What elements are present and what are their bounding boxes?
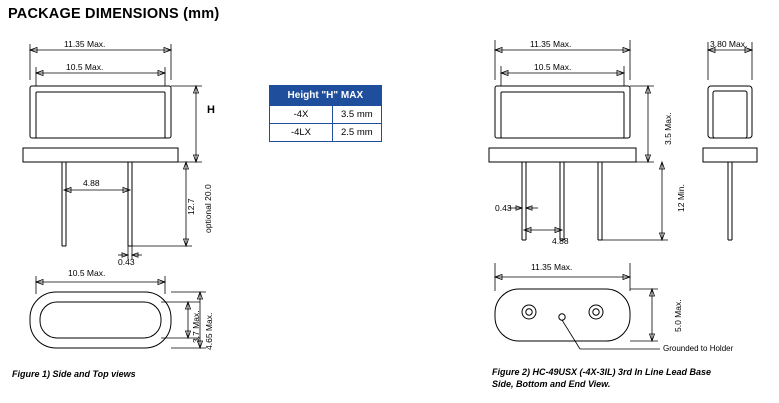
fig1-top-dim-inner-depth: 3.7 Max. xyxy=(191,310,201,343)
figure1-side-view-drawing xyxy=(0,18,270,278)
fig1-dim-lead-optional: optional 20.0 xyxy=(203,184,213,233)
fig1-dim-outer-width: 11.35 Max. xyxy=(64,39,106,49)
fig1-top-dim-outer-depth: 4.65 Max. xyxy=(204,312,214,350)
figure1-caption: Figure 1) Side and Top views xyxy=(12,369,136,379)
fig2-grounded-note: Grounded to Holder xyxy=(663,344,734,353)
fig2-dim-lead-width: 0.43 xyxy=(495,203,512,213)
height-table-header: Height "H" MAX xyxy=(270,86,382,106)
fig2-bottom-dim-height: 5.0 Max. xyxy=(673,299,683,332)
page-title: PACKAGE DIMENSIONS (mm) xyxy=(8,6,220,22)
table-cell-variant: -4LX xyxy=(270,124,333,142)
fig1-dim-height-H: H xyxy=(207,104,215,116)
table-row xyxy=(270,106,382,124)
fig2-dim-height: 3.5 Max. xyxy=(663,112,673,145)
table-cell-height: 3.5 mm xyxy=(333,106,382,124)
fig2-dim-outer-width: 11.35 Max. xyxy=(530,39,572,49)
fig2-bottom-dim-width: 11.35 Max. xyxy=(531,262,573,272)
figure2-end-view-drawing xyxy=(690,18,779,248)
fig1-dim-lead-length: 12.7 xyxy=(186,198,196,215)
fig1-top-dim-width: 10.5 Max. xyxy=(68,268,106,278)
fig2-end-dim-width: 3.80 Max. xyxy=(710,39,748,49)
figure2-caption-line2: Side, Bottom and End View. xyxy=(492,379,611,389)
fig2-dim-inner-width: 10.5 Max. xyxy=(534,62,572,72)
figure2-caption-line1: Figure 2) HC-49USX (-4X-3IL) 3rd In Line Lead Base xyxy=(492,367,712,377)
figure1-top-view-drawing xyxy=(0,262,270,372)
fig2-dim-pitch: 4.88 xyxy=(552,236,569,246)
fig1-dim-lead-width: 0.43 xyxy=(118,257,135,267)
table-cell-height: 2.5 mm xyxy=(333,124,382,142)
table-row xyxy=(270,124,382,142)
fig1-dim-inner-width: 10.5 Max. xyxy=(66,62,104,72)
table-cell-variant: -4X xyxy=(270,106,333,124)
fig1-dim-pitch: 4.88 xyxy=(83,178,100,188)
height-table xyxy=(269,85,382,142)
fig2-dim-lead-length: 12 Min. xyxy=(676,184,686,212)
